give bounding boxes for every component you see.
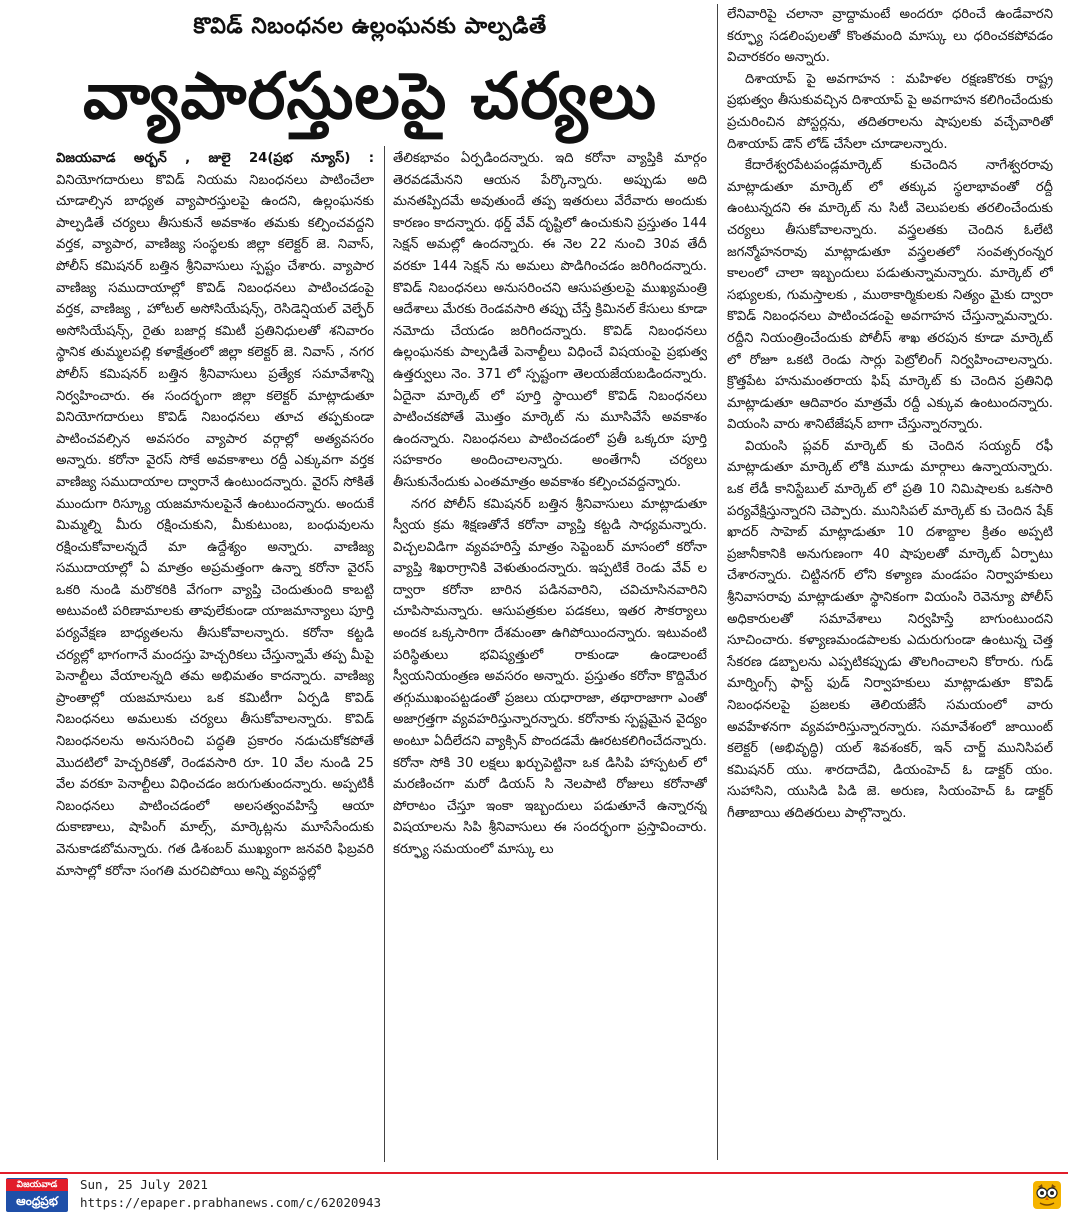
paragraph: వియంసి ప్లవర్ మార్కెట్ కు చెందిన సయ్యద్ రఫీ మాట్లాడుతూ మార్కెట్ లోకి మూడు మార్గాలు ఉన్నాయన్నారు. ఒక లేడీ కానిస్టేబుల్ మార్కెట్ లో ప్రతి 10 నిమిషాలకు ఒకసారి పర్యవేక్షిస్తున్నారని చెప్పారు. మునిసిపల్ మార్కెట్ కు చెందిన షేక్ ఖాదర్ సాహెబ్ మాట్లాడుతూ 10 దశాబ్దాల క్రితం అప్పటి ప్రజానీకానికి అనుగుణంగా 40 షాపులతో మార్కెట్ ఏర్పాటు చేశారన్నారు. చిట్టినగర్ లోని కళ్యాణ మండపం నిర్వాహకులు శ్రీనివాసరావు మాట్లాడుతూ స్థానికంగా వియంసి రెవెన్యూ పోలీస్ అధికారులతో సమావేశాలు నిర్వహిస్తే బాగుంటుందని సూచించారు. కళ్యాణమండపాలకు ఎదురుగుండా ఉంటున్న చెత్త సేకరణ డబ్బాలను ఎప్పటికప్పుడు తొలగించాలని కోరారు. గుడ్ మార్నింగ్స్ ఫాస్ట్ ఫుడ్ నిర్వాహకులు మాట్లాడుతూ కొవిడ్ నిబంధనలపై ప్రజలకు తెలియజేసే సమయంలో వారు అవహేళనగా వ్యవహరిస్తున్నారన్నారు. సమావేశంలో జాయింట్ కలెక్టర్ (అభివృద్ధి) యల్ శివశంకర్, ఇన్ చార్జ్ మునిసిపల్ కమిషనర్ యు. శారదాదేవి, డియంహెచ్ ఓ డాక్టర్ యం. సుహాసిని, యుసిడి పిడి జె. అరుణ, సియంహెచ్ ఓ డాక్టర్ గీతాబాయి తదితరులు పాల్గొన్నారు. [727,438,1053,821]
epaper-footer [0,1172,1068,1216]
paragraph: నగర పోలీస్ కమిషనర్ బత్తిన శ్రీనివాసులు మాట్లాడుతూ స్వీయ క్రమ శిక్షణతోనే కరోనా వ్యాప్తి కట్టడి సాధ్యమన్నారు. విచ్చలవిడిగా వ్యవహరిస్తే మాత్రం సెప్టెంబర్ మాసంలో కరోనా వ్యాప్తి శిఖరాగ్రానికి వెళుతుందన్నారు. ఇప్పటికే రెండు వేవ్ ల ద్వారా కరోనా బారిన పడినవారిని, చవిచూసినవారిని చూపిసామన్నారు. ఆసుపత్రకుల పడకలు, ఇతర సౌకర్యాలు అందక ఒక్కసారిగా దేశమంతా ఉగిపోయిందన్నారు. ఇటువంటి పరిస్థితులు భవిష్యత్తులో రాకుండా ఉండాలంటే స్వీయనియంత్రణ అవసరం అన్నారు. ప్రస్తుతం కరోనా కొద్దిమేర తగ్గుముఖంపట్టడంతో ప్రజలు యధారాజా, తథారాజాగా ఎంతో అజాగ్రత్తగా వ్యవహరిస్తున్నారన్నారు. కరోనాకు స్పష్టమైన వైద్యం అంటూ ఏదీలేదని వ్యాక్సిన్ పొందడమే ఊరటకలిగించేదన్నారు. కరోనా సోకి 30 లక్షలు ఖర్చుపెట్టినా ఒక డిసిపి హాస్పటల్ లో మరణించగా మరో డియస్ సి నెలపాటి రోజులు కరోనాతో పోరాటం చేస్తూ ఇంకా ఇబ్బందులు పడుతూనే ఉన్నారన్న విషయాలను సిపి శ్రీనివాసులు ఈ సందర్భంగా ప్రస్తావించారు. కర్ఫ్యూ సమయంలో మాస్కు లు [393,496,707,857]
dateline: విజయవాడ అర్బన్ , జులై 24(ప్రభ న్యూస్) : [56,151,374,166]
dateline-paragraph [56,148,374,882]
publication-logo[interactable] [6,1178,68,1212]
article-column-1 [56,148,374,1160]
logo-title: ఆంధ్రప్రభ [16,1194,58,1208]
article-headline: వ్యాపారస్తులపై చర్యలు [83,60,657,134]
column-rule [717,4,718,1160]
footer-info [80,1176,381,1212]
column-rule [384,146,385,1162]
paragraph: కేదారేశ్వరపేటపండ్లమార్కెట్ కుచెందిన నాగేశ్వరరావు మాట్లాడుతూ మార్కెట్ లో తక్కువ స్థలాభావంతో రద్దీ ఉంటున్నదని ఈ మార్కెట్ ను సిటీ వెలుపలకు తరలించేందుకు చర్యలు తీసుకోవాలన్నారు. వస్త్రలతకు చెందిన ఓలేటి జగన్మోహనరావు మాట్లాడుతూ వస్త్రలతలో సంవత్సరంన్నర కాలంలో చాలా ఇబ్బందులు పడుతున్నామన్నారు. మార్కెట్ లో సభ్యులకు, గుమస్తాలకు , ముఠాకార్మికులకు నిత్యం మైకు ద్వారా కొవిడ్ నిబంధనలు పాటించడంపై అవగాహన చేస్తున్నామన్నారు. రద్దీని నియంత్రించేందుకు పోలీస్ శాఖ తరపున కూడా మార్కెట్ లో రోజూ ఒకటి రెండు సార్లు పెట్రోలింగ్ నిర్వహించాలన్నారు. క్రొత్తపేట హనుమంతరాయ ఫిష్ మార్కెట్ కు చెందిన ప్రతినిధి మాట్లాడుతూ ఆదివారం మాత్రమే రద్దీ ఎక్కువ ఉంటుందన్నారు. వియంసి వారు శానిటేజేషన్ బాగా చేస్తున్నారన్నారు. [727,158,1053,433]
paragraph: వినియోగదారులు కొవిడ్ నియమ నిబంధనలు పాటించేలా చూడాల్సిన బాధ్యత వ్యాపారస్తులపై ఉందని, ఉల్లంఘనకు పాల్పడితే చర్యలు తీసుకునే అవకాశం తమకు కల్పించవద్దని వర్తక, వ్యాపార, వాణిజ్య సంస్థలకు జిల్లా కలెక్టర్ జె. నివాస్, పోలీస్ కమిషనర్ బత్తిన శ్రీనివాసులు స్పష్టం చేశారు. వ్యాపార వాణిజ్య సముదాయాల్లో కొవిడ్ నిబంధనలు పాటించడంపై వర్తక, వాణిజ్య , హోటల్ అసోసియేషన్స్, రెసిడెన్షియల్ వెల్ఫేర్ అసోసియేషన్స్, రైతు బజార్ల కమిటీ ప్రతినిధులతో శనివారం స్థానిక తుమ్మలపల్లి కళాక్షేత్రంలో జిల్లా కలెక్టర్ జె. నివాస్ , నగర పోలీస్ కమిషనర్ బత్తిన శ్రీనివాసులు ప్రత్యేక సమావేశాన్ని నిర్వహించారు. ఈ సందర్భంగా జిల్లా కలెక్టర్ మాట్లాడుతూ వినియోగదారులు కొవిడ్ నిబంధనలు తూచ తప్పకుండా పాటించవల్సిన అవసరం వ్యాపార వర్గాల్లో అత్యవసరం అన్నారు. కరోనా వైరస్ సోకే అవకాశాలు రద్దీ ఎక్కువగా వర్తక వాణిజ్య సముదాయాల ద్వారానే ఉంటుందన్నారు. వైరస్ సోకితే ముందుగా రిస్క్యూ యజమానులపైనే ఉంటుందన్నారు. అందుకే మిమ్మల్ని మీరు రక్షించుకుని, మీకుటుంబ, బంధువులను రక్షించుకోవాలన్నదే మా ఉద్దేశ్యం అన్నారు. వాణిజ్య సముదాయాల్లో ఏ మాత్రం అప్రమత్తంగా ఉన్నా కరోనా వైరస్ ఒకరి నుండి మరొకరికి వేగంగా వ్యాప్తి చెందుతుంది కాబట్టి అటువంటి పరిణామాలకు తావులేకుండా యాజమాన్యాలు పూర్తి పర్యవేక్షణ బాధ్యతలను తీసుకోవాలన్నారు. కరోనా కట్టడి చర్యల్లో భాగంగానే మందస్తు హెచ్చరికలు చేస్తున్నామే తప్ప మీపై పెనాల్టీలు వేయాలన్నది తమ అభిమతం కాదన్నారు. వాణిజ్య ప్రాంతాల్లో యజమానులు ఒక కమిటీగా ఏర్పడి కొవిడ్ నిబంధనలు అమలుకు చర్యలు తీసుకోవాలన్నారు. కొవిడ్ నిబంధనలను అనుసరించి పద్ధతి ప్రకారం నడుచుకోకపోతే మొదటిలో హెచ్చరికతో, రెండవసారి రూ. 10 వేల నుండి 25 వేల వరకూ పెనాల్టీలు విధించడం జరుగుతుందన్నారు. అప్పటికీ నిబంధనలు పాటించడంలో అలసత్వంవహిస్తే ఆయా దుకాణాలు, షాపింగ్ మాల్స్, మార్కెట్లను మూసేసేందుకు వెనుకాడబోమన్నారు. గత డిశంబర్ ముఖ్యంగా జనవరి ఫిబ్రవరి మాసాల్లో కరోనా సంగతి మరచిపోయి అన్ని వ్యవస్థల్లో [56,172,374,879]
paragraph: లేనివారిపై చలానా వ్రాద్దామంటే అందరూ ధరించే ఉండేవారని కర్ఫ్యూ సడలింపులతో కొంతమంది మాస్కు లు ధరించకపోవడం విచారకరం అన్నారు. [727,7,1053,66]
epaper-url[interactable]: https://epaper.prabhanews.com/c/62020943 [80,1195,382,1210]
article-kicker: కొవిడ్ నిబంధనల ఉల్లంఘనకు పాల్పడితే [193,14,547,39]
logo-city: విజయవాడ [6,1179,68,1191]
paragraph: తేలికభావం ఏర్పడిందన్నారు. ఇది కరోనా వ్యాప్తికి మార్గం తెరవడమేనని ఆయన పేర్కొన్నారు. అప్పుడు అది మనతప్పిదమే అవుతుందే తప్ప ఇతరులు వేరేవారు అందుకు కారణం కాదన్నారు. థర్డ్ వేవ్ దృష్టిలో ఉంచుకుని ప్రస్తుతం 144 సెక్షన్ అమల్లో ఉందన్నారు. ఈ నెల 22 నుంచి 30వ తేదీ వరకూ 144 సెక్షన్ ను అమలు పొడిగించడం జరిగిందన్నారు. కొవిడ్ నిబంధనలు అనుసరించని ఆసుపత్రులపై ముఖ్యమంత్రి ఆదేశాలు మేరకు రెండవసారి తప్పు చేస్తే క్రిమినల్ కేసులు కూడా నమోదు చేయడం జరిగిందన్నారు. కొవిడ్ నిబంధనలు ఉల్లంఘనకు పాల్పడితే పెనాల్టీలు విధించే విషయంపై ప్రభుత్వ ఉత్తర్వులు నెం. 371 లో స్పష్టంగా తెలయజేయబడిందన్నారు. ఏదైనా మార్కెట్ లో పూర్తి స్థాయిలో కొవిడ్ నిబంధనలు పాటించకపోతే మొత్తం మార్కెట్ ను మూసివేసే అవకాశం ఉందన్నారు. నిబంధనలు పాటించడంలో ప్రతీ ఒక్కరూ పూర్తి సహకారం అందించాలన్నారు. అంతేగానీ చర్యలు తీసుకునేందుకు ఎంతమాత్రం అవకాశం కల్పించవద్దన్నారు. [393,151,707,490]
article-column-3 [727,4,1053,1160]
edition-date: Sun, 25 July 2021 [80,1177,208,1192]
owl-icon [1032,1180,1062,1210]
paragraph: దిశాయాప్ పై అవగాహన : మహిళల రక్షణకొరకు రాష్ట్ర ప్రభుత్వం తీసుకువచ్చిన దిశాయాప్ పై అవగాహన కలిగించేందుకు ప్రచురించిన పోస్టర్లను, తదితరాలను షాపులకు వచ్చేవారితో దిశాయాప్ డౌన్ లోడ్ చేసేలా చూడాలన్నారు. [727,71,1053,152]
article-column-2 [393,148,707,1160]
